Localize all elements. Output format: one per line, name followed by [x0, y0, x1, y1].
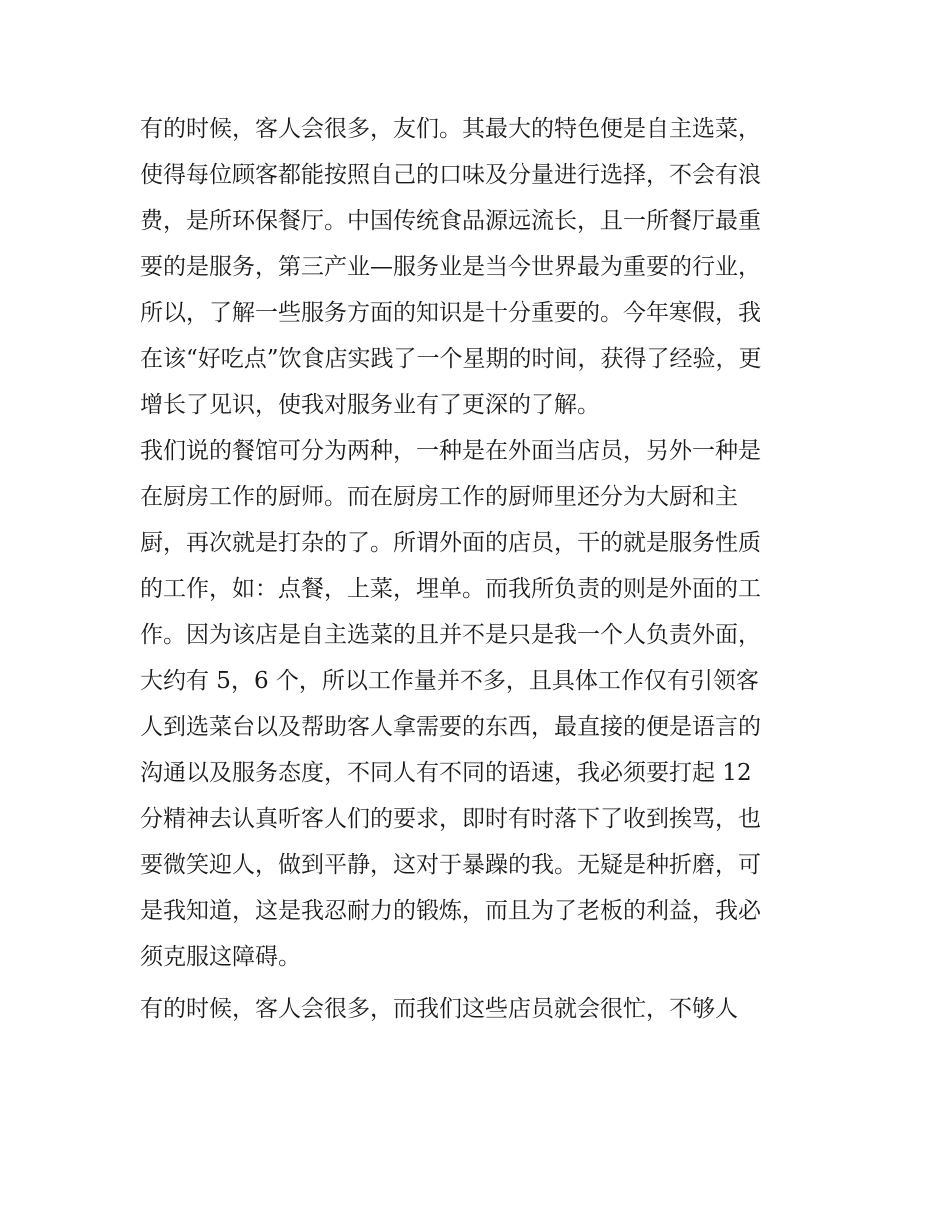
text-line: 使得每位顾客都能按照自己的口味及分量进行选择，不会有浪 [140, 162, 761, 188]
text-line: 要微笑迎人，做到平静，这对于暴躁的我。无疑是种折磨，可 [140, 852, 761, 878]
text-line: 有的时候，客人会很多，友们。其最大的特色便是自主选菜， [140, 116, 761, 142]
document-body [140, 106, 810, 1032]
text-line: 在该“好吃点”饮食店实践了一个星期的时间，获得了经验，更 [140, 346, 762, 372]
text-line: 所以，了解一些服务方面的知识是十分重要的。今年寒假，我 [140, 300, 761, 326]
text-line: 分精神去认真听客人们的要求，即时有时落下了收到挨骂，也 [140, 806, 761, 832]
text-line: 须克服这障碍。 [140, 944, 301, 970]
text-line: 增长了见识，使我对服务业有了更深的了解。 [140, 392, 600, 418]
text-line: 费，是所环保餐厅。中国传统食品源远流长，且一所餐厅最重 [140, 208, 761, 234]
text-line: 在厨房工作的厨师。而在厨房工作的厨师里还分为大厨和主 [140, 484, 738, 510]
paragraph-restaurant-roles [140, 428, 810, 980]
text-line: 我们说的餐馆可分为两种，一种是在外面当店员，另外一种是 [140, 438, 761, 464]
text-line: 大约有 5，6 个，所以工作量并不多，且具体工作仅有引领客 [140, 668, 759, 694]
text-line: 沟通以及服务态度，不同人有不同的语速，我必须要打起 12 [140, 760, 752, 786]
text-line: 作。因为该店是自主选菜的且并不是只是我一个人负责外面， [140, 622, 761, 648]
text-line: 有的时候，客人会很多，而我们这些店员就会很忙，不够人 [140, 996, 738, 1022]
text-line: 要的是服务，第三产业—服务业是当今世界最为重要的行业， [140, 254, 761, 280]
paragraph-intro [140, 106, 810, 428]
text-line: 人到选菜台以及帮助客人拿需要的东西，最直接的便是语言的 [140, 714, 761, 740]
text-line: 是我知道，这是我忍耐力的锻炼，而且为了老板的利益，我必 [140, 898, 761, 924]
paragraph-busy-times [140, 986, 810, 1032]
text-line: 厨，再次就是打杂的了。所谓外面的店员，干的就是服务性质 [140, 530, 761, 556]
text-line: 的工作，如：点餐，上菜，埋单。而我所负责的则是外面的工 [140, 576, 761, 602]
